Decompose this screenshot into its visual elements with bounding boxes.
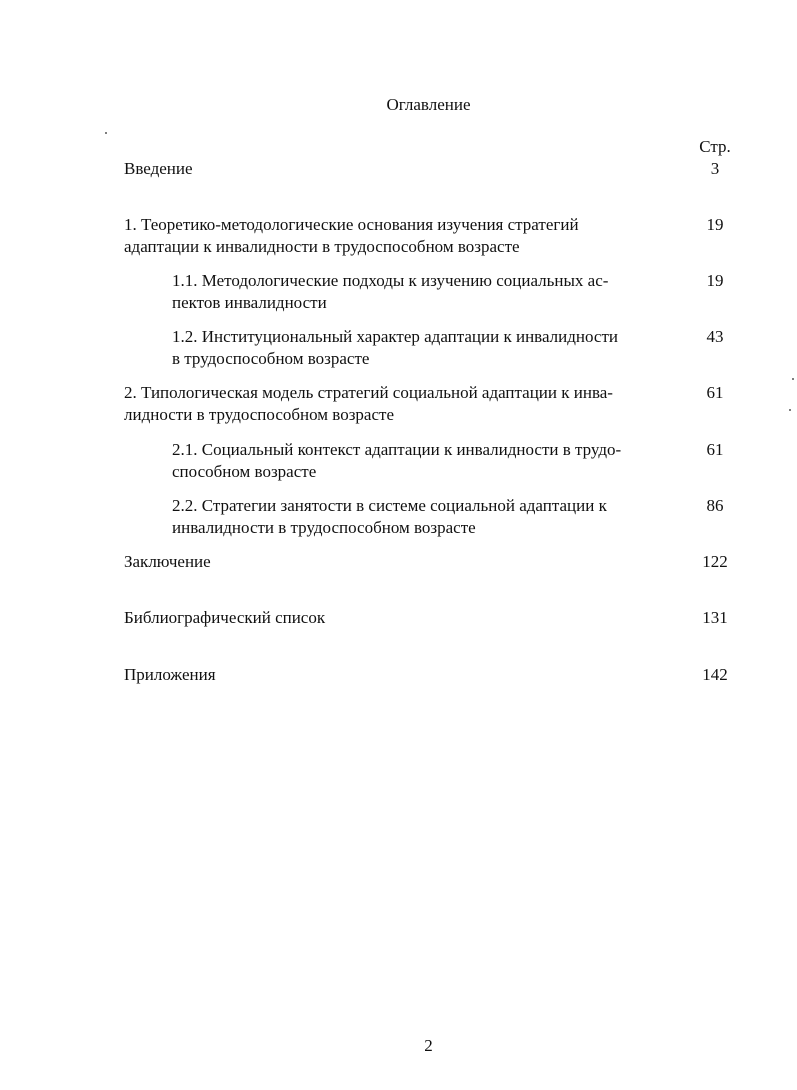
toc-entry-page: 19 bbox=[706, 215, 724, 234]
toc-entry-page: 61 bbox=[706, 383, 724, 402]
toc-entry-label bbox=[172, 439, 680, 483]
toc-entry-label bbox=[172, 270, 680, 314]
scan-speck bbox=[792, 378, 794, 380]
toc-entry-label-line: 1.1. Методологические подходы к изучению социальных ас- bbox=[172, 271, 609, 290]
toc-entry-page: 122 bbox=[702, 552, 728, 571]
toc-entry-label-line: 1. Теоретико-методологические основания изучения стратегий bbox=[124, 215, 579, 234]
toc-entry-label: Приложения bbox=[124, 665, 216, 684]
toc-entry-label: Библиографический список bbox=[124, 608, 326, 627]
page-number: 2 bbox=[424, 1036, 433, 1055]
scan-speck bbox=[789, 409, 791, 411]
toc-entry-label: Заключение bbox=[124, 552, 211, 571]
toc-entry-page: 142 bbox=[702, 665, 728, 684]
page-column-header: Стр. bbox=[699, 137, 731, 156]
toc-entry-label bbox=[172, 326, 680, 370]
toc-entry-page: 43 bbox=[706, 327, 724, 346]
toc-entry-label bbox=[172, 495, 680, 539]
toc-entry-label: Введение bbox=[124, 159, 193, 178]
scan-speck bbox=[105, 132, 107, 134]
toc-entry-label bbox=[124, 382, 684, 426]
toc-entry-label-line: адаптации к инвалидности в трудоспособном возрасте bbox=[124, 237, 520, 256]
toc-entry-label-line: 1.2. Институциональный характер адаптации к инвалидности bbox=[172, 327, 618, 346]
toc-entry-label bbox=[124, 214, 684, 258]
toc-entry-label-line: пектов инвалидности bbox=[172, 293, 327, 312]
toc-entry-page: 61 bbox=[706, 440, 724, 459]
toc-entry-label-line: 2.2. Стратегии занятости в системе социальной адаптации к bbox=[172, 496, 607, 515]
toc-entry-label-line: 2.1. Социальный контекст адаптации к инвалидности в трудо- bbox=[172, 440, 622, 459]
toc-entry-page: 131 bbox=[702, 608, 728, 627]
toc-entry-label-line: инвалидности в трудоспособном возрасте bbox=[172, 518, 476, 537]
toc-entry-label-line: в трудоспособном возрасте bbox=[172, 349, 370, 368]
page-title: Оглавление bbox=[386, 95, 471, 114]
toc-entry-label-line: способном возрасте bbox=[172, 462, 317, 481]
toc-entry-label-line: лидности в трудоспособном возрасте bbox=[124, 405, 394, 424]
toc-entry-page: 86 bbox=[706, 496, 724, 515]
toc-entry-page: 3 bbox=[710, 159, 720, 178]
toc-entry-label-line: 2. Типологическая модель стратегий социальной адаптации к инва- bbox=[124, 383, 613, 402]
toc-entry-page: 19 bbox=[706, 271, 724, 290]
